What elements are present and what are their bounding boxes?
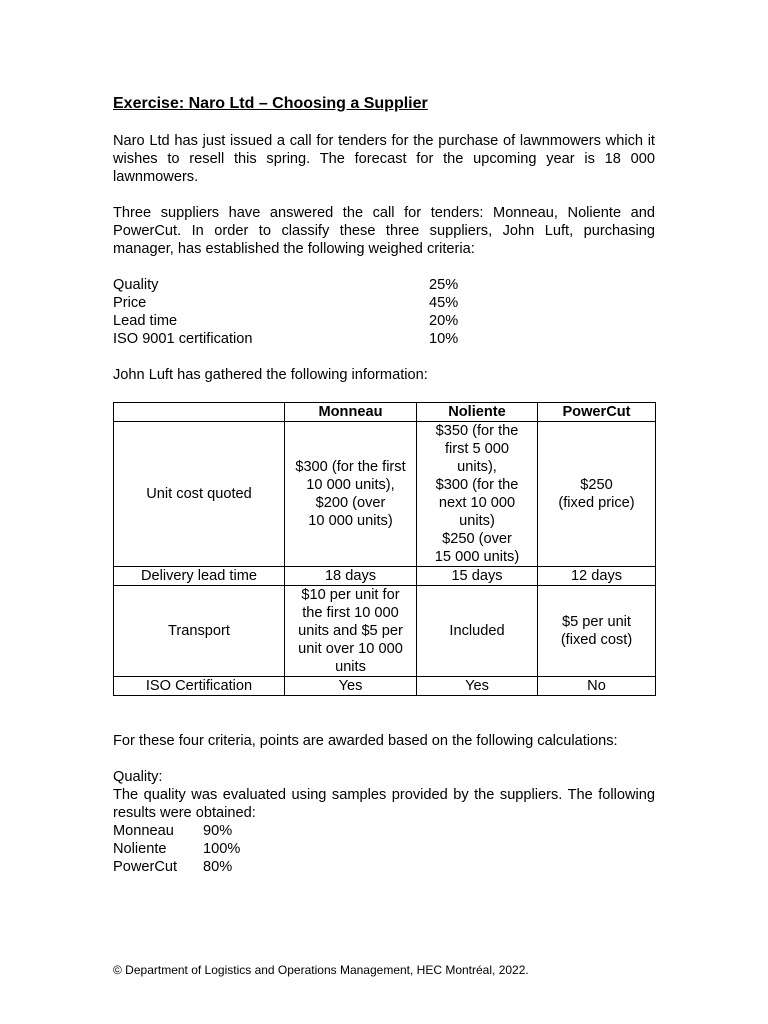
copyright-footer: © Department of Logistics and Operations Management, HEC Montréal, 2022. — [113, 963, 529, 977]
criteria-weight: 10% — [429, 331, 459, 347]
criteria-row — [113, 276, 458, 294]
row-label: Unit cost quoted — [114, 422, 285, 567]
table-header-row — [114, 403, 656, 422]
criteria-name: Lead time — [113, 313, 178, 329]
table-header-powercut: PowerCut — [538, 403, 656, 422]
quality-results-list — [113, 822, 240, 876]
info-intro-paragraph: John Luft has gathered the following information: — [113, 367, 428, 383]
criteria-weight: 20% — [429, 313, 459, 329]
table-row — [114, 567, 656, 586]
document-body — [113, 94, 655, 876]
criteria-row — [113, 330, 458, 348]
criteria-name: ISO 9001 certification — [113, 331, 253, 347]
cell-monneau: Yes — [285, 677, 417, 696]
quality-heading: Quality: — [113, 769, 163, 785]
cell-powercut: $5 per unit (fixed cost) — [538, 586, 656, 677]
table-row — [114, 586, 656, 677]
table-header-monneau: Monneau — [285, 403, 417, 422]
row-label: Delivery lead time — [114, 567, 285, 586]
supplier-info-table — [113, 402, 656, 696]
criteria-name: Price — [113, 295, 147, 311]
quality-supplier: Noliente — [113, 841, 167, 857]
quality-score: 90% — [203, 823, 233, 839]
cell-powercut: $250 (fixed price) — [538, 422, 656, 567]
row-label: Transport — [114, 586, 285, 677]
points-paragraph: For these four criteria, points are awarded based on the following calculations: — [113, 733, 618, 749]
table-row — [114, 422, 656, 567]
cell-monneau: $300 (for the first 10 000 units), $200 (over 10 000 units) — [285, 422, 417, 567]
cell-noliente: 15 days — [417, 567, 538, 586]
table-header-empty — [114, 403, 285, 422]
quality-row — [113, 840, 240, 858]
criteria-weight: 25% — [429, 277, 459, 293]
suppliers-paragraph: Three suppliers have answered the call for tenders: Monneau, Noliente and PowerCut. In order to classify these three suppliers, John Luft, purchasing manager, has established the following weighed criteria: — [113, 205, 655, 257]
criteria-row — [113, 294, 458, 312]
table-header-noliente: Noliente — [417, 403, 538, 422]
cell-monneau: 18 days — [285, 567, 417, 586]
quality-supplier: Monneau — [113, 823, 174, 839]
cell-noliente: Yes — [417, 677, 538, 696]
criteria-name: Quality — [113, 277, 159, 293]
cell-monneau: $10 per unit for the first 10 000 units and $5 per unit over 10 000 units — [285, 586, 417, 677]
criteria-row — [113, 312, 458, 330]
quality-row — [113, 858, 240, 876]
quality-score: 80% — [203, 859, 233, 875]
quality-score: 100% — [203, 841, 241, 857]
quality-row — [113, 822, 240, 840]
criteria-weight: 45% — [429, 295, 459, 311]
row-label: ISO Certification — [114, 677, 285, 696]
cell-noliente: $350 (for the first 5 000 units), $300 (for the next 10 000 units) $250 (over 15 000 units) — [417, 422, 538, 567]
table-row — [114, 677, 656, 696]
cell-noliente: Included — [417, 586, 538, 677]
page-title: Exercise: Naro Ltd – Choosing a Supplier — [113, 95, 428, 112]
quality-supplier: PowerCut — [113, 859, 178, 875]
quality-paragraph: The quality was evaluated using samples provided by the suppliers. The following results were obtained: — [113, 787, 655, 821]
cell-powercut: 12 days — [538, 567, 656, 586]
intro-paragraph: Naro Ltd has just issued a call for tenders for the purchase of lawnmowers which it wishes to resell this spring. The forecast for the upcoming year is 18 000 lawnmowers. — [113, 133, 655, 185]
criteria-list — [113, 276, 458, 348]
cell-powercut: No — [538, 677, 656, 696]
